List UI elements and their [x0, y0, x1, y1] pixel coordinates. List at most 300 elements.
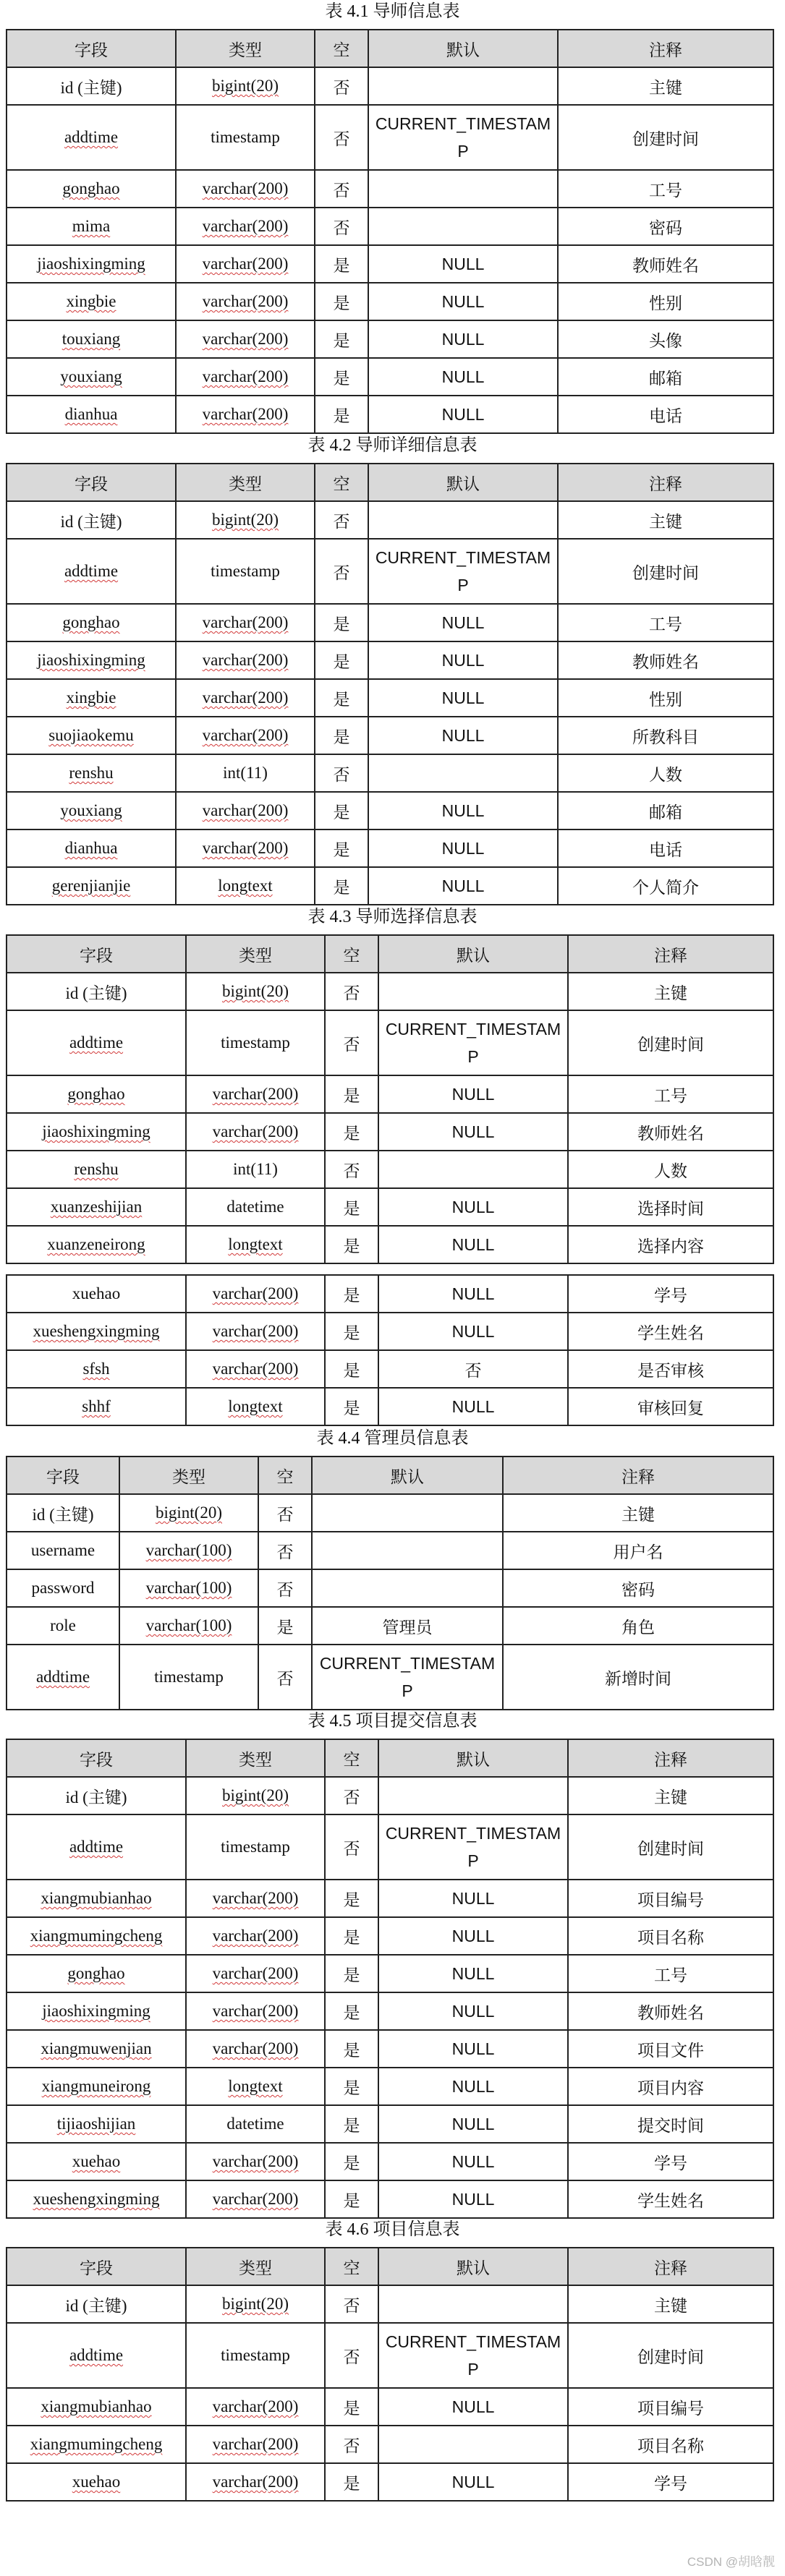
cell-null-text: 是 [343, 1286, 360, 1305]
header-null: 空 [315, 464, 368, 501]
cell-default-text: NULL [441, 801, 485, 820]
header-field: 字段 [7, 30, 176, 67]
cell-null [325, 1275, 378, 1313]
cell-field [7, 245, 176, 283]
table-row [7, 792, 773, 829]
cell-type [186, 1992, 325, 2030]
cell-null-text: 否 [276, 1669, 294, 1688]
cell-type [186, 2323, 325, 2388]
table-body [7, 1777, 773, 2218]
table-caption-4-3: 表 4.3 导师选择信息表 [307, 908, 478, 926]
cell-null [325, 2463, 378, 2501]
cell-comment-text: 教师姓名 [632, 256, 699, 275]
cell-default [378, 2143, 568, 2180]
cell-comment [568, 1113, 773, 1151]
cell-null [315, 717, 368, 754]
cell-field-text: sfsh [82, 1360, 110, 1378]
cell-type [176, 539, 315, 604]
table-row [7, 1880, 773, 1917]
cell-null [258, 1532, 312, 1569]
cell-field-text: id (主键) [60, 78, 122, 97]
cell-field [7, 679, 176, 717]
cell-type-text: timestamp [211, 128, 280, 146]
cell-field-text: gonghao [67, 1964, 125, 1982]
header-field: 字段 [7, 935, 186, 973]
table-row [7, 2030, 773, 2068]
cell-field [7, 1569, 119, 1607]
cell-null [315, 792, 368, 829]
cell-field-text: role [50, 1616, 76, 1634]
cell-comment [568, 2463, 773, 2501]
cell-comment [558, 396, 773, 433]
cell-comment [568, 2105, 773, 2143]
cell-field-text: xiangmuneirong [41, 2077, 151, 2095]
cell-null [315, 67, 368, 105]
cell-default [368, 320, 558, 358]
cell-default-text: 否 [464, 1360, 482, 1380]
cell-comment [503, 1569, 773, 1607]
cell-comment [568, 2143, 773, 2180]
cell-type [186, 2143, 325, 2180]
cell-type [186, 2463, 325, 2501]
cell-type-text: timestamp [154, 1668, 224, 1686]
table-body [7, 973, 773, 1263]
cell-null-text: 是 [333, 878, 350, 897]
cell-type [186, 1350, 325, 1388]
cell-comment [558, 358, 773, 396]
cell-null [315, 829, 368, 867]
cell-comment-text: 用户名 [613, 1543, 663, 1561]
cell-field [7, 1814, 186, 1880]
cell-default [378, 1777, 568, 1814]
cell-null [258, 1569, 312, 1607]
cell-comment [568, 1388, 773, 1425]
cell-comment-text: 教师姓名 [637, 2003, 704, 2022]
table-row [7, 501, 773, 539]
table-row [7, 1777, 773, 1814]
cell-field [7, 208, 176, 245]
header-row [7, 1457, 773, 1494]
cell-type [186, 2068, 325, 2105]
cell-comment-text: 学生姓名 [637, 1323, 704, 1342]
cell-field [7, 604, 176, 641]
tutor-selection-table-continued [6, 1274, 774, 1426]
header-comment: 注释 [503, 1457, 773, 1494]
header-null: 空 [325, 2248, 378, 2285]
cell-null [325, 1777, 378, 1814]
cell-comment-text: 项目名称 [637, 2436, 704, 2455]
cell-comment [558, 829, 773, 867]
cell-default [378, 973, 568, 1010]
cell-type [186, 1814, 325, 1880]
cell-field-text: xuehao [72, 2473, 121, 2491]
cell-null [315, 320, 368, 358]
cell-comment-text: 性别 [649, 294, 682, 312]
cell-null-text: 是 [343, 2116, 360, 2135]
cell-type-text: datetime [226, 2115, 284, 2133]
cell-null [315, 396, 368, 433]
cell-comment [558, 245, 773, 283]
cell-default [368, 717, 558, 754]
header-comment: 注释 [568, 1739, 773, 1777]
cell-type-text: varchar(200) [212, 2152, 299, 2170]
cell-comment-text: 人数 [649, 765, 682, 784]
cell-default [378, 2030, 568, 2068]
cell-default-text: NULL [451, 1284, 495, 1303]
header-default: 默认 [378, 1739, 568, 1777]
cell-default [378, 1350, 568, 1388]
cell-comment-text: 创建时间 [632, 563, 699, 582]
tutor-detail-table [6, 463, 774, 905]
cell-null-text: 否 [276, 1543, 294, 1561]
cell-field [7, 67, 176, 105]
cell-default-text: NULL [441, 876, 485, 895]
cell-null [315, 604, 368, 641]
header-type: 类型 [176, 464, 315, 501]
cell-field [7, 1607, 119, 1645]
cell-type [186, 2285, 325, 2323]
cell-type-text: varchar(200) [202, 726, 289, 744]
cell-type-text: datetime [226, 1198, 284, 1216]
cell-default [378, 1313, 568, 1350]
cell-field-text: xingbie [66, 292, 116, 310]
cell-default [378, 1151, 568, 1188]
header-field: 字段 [7, 464, 176, 501]
cell-null-text: 是 [343, 2399, 360, 2418]
cell-field [7, 1777, 186, 1814]
cell-comment-text: 工号 [649, 181, 682, 200]
cell-type-text: varchar(200) [212, 2002, 299, 2020]
cell-field-text: xuehao [72, 1284, 121, 1302]
table-row [7, 1188, 773, 1226]
table-row [7, 2285, 773, 2323]
table-row [7, 1532, 773, 1569]
cell-comment [558, 641, 773, 679]
cell-field-text: addtime [69, 1838, 124, 1856]
cell-type-text: varchar(200) [212, 2039, 299, 2057]
cell-default-text: NULL [451, 2472, 495, 2491]
cell-type-text: timestamp [221, 1033, 290, 1052]
cell-null-text: 是 [333, 803, 350, 822]
cell-null-text: 否 [333, 512, 350, 531]
cell-field [7, 1955, 186, 1992]
header-row [7, 1739, 773, 1777]
cell-type-text: varchar(200) [202, 217, 289, 235]
cell-field-text: jiaoshixingming [37, 651, 145, 669]
cell-field [7, 1151, 186, 1188]
cell-null-text: 是 [343, 2191, 360, 2210]
cell-field-text: jiaoshixingming [37, 255, 145, 273]
cell-null-text: 是 [343, 1928, 360, 1947]
table-row [7, 641, 773, 679]
header-field: 字段 [7, 2248, 186, 2285]
cell-type [176, 283, 315, 320]
header-row [7, 30, 773, 67]
cell-type-text: varchar(200) [202, 255, 289, 273]
table-row [7, 1113, 773, 1151]
cell-null-text: 否 [343, 2347, 360, 2366]
cell-field-text: addtime [64, 128, 119, 146]
cell-null-text: 否 [343, 1035, 360, 1054]
cell-field-text: addtime [64, 562, 119, 580]
cell-field [7, 867, 176, 905]
cell-null-text: 是 [343, 1966, 360, 1984]
cell-field [7, 2426, 186, 2463]
table-body [7, 1494, 773, 1710]
cell-field-text: mima [72, 217, 111, 235]
cell-type-text: bigint(20) [222, 982, 289, 1000]
cell-field [7, 1880, 186, 1917]
cell-null-text: 是 [333, 294, 350, 312]
cell-field [7, 717, 176, 754]
cell-type-text: varchar(200) [212, 2473, 299, 2491]
header-null: 空 [325, 1739, 378, 1777]
cell-default [312, 1569, 503, 1607]
cell-comment [568, 1151, 773, 1188]
cell-type-text: varchar(200) [202, 688, 289, 707]
cell-default-text: NULL [451, 2397, 495, 2416]
cell-comment-text: 密码 [649, 218, 682, 237]
cell-field-text: shhf [82, 1397, 111, 1415]
cell-default-text: NULL [441, 650, 485, 670]
cell-default [368, 501, 558, 539]
cell-default-text: NULL [451, 1321, 495, 1341]
table-row [7, 539, 773, 604]
cell-type [176, 829, 315, 867]
cell-type-text: varchar(200) [212, 1322, 299, 1340]
table-row [7, 396, 773, 433]
cell-field [7, 2105, 186, 2143]
cell-default [312, 1494, 503, 1532]
cell-type [186, 1880, 325, 1917]
cell-field-text: xiangmuwenjian [41, 2039, 152, 2057]
cell-type [176, 170, 315, 208]
cell-type-text: varchar(200) [212, 2190, 299, 2208]
cell-type [119, 1569, 258, 1607]
header-comment: 注释 [568, 2248, 773, 2285]
cell-type-text: int(11) [233, 1160, 278, 1178]
cell-type [186, 1313, 325, 1350]
cell-default-text: NULL [441, 725, 485, 745]
cell-default [368, 358, 558, 396]
cell-null [315, 283, 368, 320]
project-info-table [6, 2247, 774, 2502]
cell-field [7, 973, 186, 1010]
table-row [7, 2426, 773, 2463]
cell-type [119, 1494, 258, 1532]
cell-type [176, 792, 315, 829]
cell-type [186, 2105, 325, 2143]
table-row [7, 679, 773, 717]
cell-field [7, 320, 176, 358]
cell-type [119, 1607, 258, 1645]
cell-default [312, 1532, 503, 1569]
cell-null-text: 是 [343, 1323, 360, 1342]
tutor-selection-table [6, 934, 774, 1264]
cell-type-text: bigint(20) [212, 77, 279, 95]
cell-field-text: dianhua [64, 405, 118, 423]
cell-field [7, 2068, 186, 2105]
header-row [7, 2248, 773, 2285]
cell-null [325, 1010, 378, 1075]
cell-null [325, 1075, 378, 1113]
cell-default-text: NULL [451, 2151, 495, 2171]
cell-type [186, 1388, 325, 1425]
cell-comment-text: 新增时间 [605, 1669, 671, 1688]
cell-field [7, 1188, 186, 1226]
cell-default [378, 2180, 568, 2218]
table-body [7, 67, 773, 433]
cell-type [186, 1275, 325, 1313]
cell-field [7, 1275, 186, 1313]
table-caption-4-2: 表 4.2 导师详细信息表 [307, 436, 478, 455]
cell-null-text: 是 [333, 256, 350, 275]
cell-type [176, 679, 315, 717]
cell-field-text: gonghao [67, 1085, 125, 1103]
cell-default-text: NULL [441, 291, 485, 311]
cell-type-text: varchar(200) [212, 1927, 299, 1945]
cell-null [315, 208, 368, 245]
table-row [7, 2143, 773, 2180]
header-type: 类型 [186, 2248, 325, 2285]
cell-comment-text: 创建时间 [637, 1035, 704, 1054]
cell-null-text: 是 [343, 2078, 360, 2097]
cell-default [378, 1388, 568, 1425]
cell-null [325, 973, 378, 1010]
cell-default-text: NULL [451, 2114, 495, 2133]
cell-type-text: varchar(200) [202, 405, 289, 423]
cell-comment [568, 2180, 773, 2218]
cell-null [258, 1607, 312, 1645]
cell-null-text: 是 [343, 2474, 360, 2493]
cell-field-text: id (主键) [65, 1788, 127, 1807]
cell-comment-text: 选择时间 [637, 1199, 704, 1218]
table-row [7, 170, 773, 208]
cell-comment [558, 208, 773, 245]
csdn-watermark: CSDN @胡晗靓 [687, 2555, 775, 2569]
cell-default [368, 105, 558, 170]
cell-field-text: id (主键) [32, 1505, 94, 1524]
cell-comment [558, 679, 773, 717]
cell-null-text: 否 [343, 1788, 360, 1807]
header-row [7, 935, 773, 973]
cell-comment [558, 105, 773, 170]
header-null: 空 [315, 30, 368, 67]
cell-null-text: 否 [343, 2436, 360, 2455]
cell-field [7, 170, 176, 208]
header-default: 默认 [378, 935, 568, 973]
cell-comment [558, 170, 773, 208]
header-row [7, 1739, 773, 1777]
cell-null [315, 501, 368, 539]
cell-comment-text: 工号 [654, 1086, 687, 1105]
project-submission-table [6, 1739, 774, 2219]
cell-field-text: youxiang [60, 801, 122, 819]
cell-comment [558, 604, 773, 641]
cell-null-text: 是 [333, 840, 350, 859]
cell-type [186, 1151, 325, 1188]
table-row [7, 2068, 773, 2105]
cell-type-text: varchar(200) [202, 330, 289, 348]
cell-field [7, 283, 176, 320]
cell-null-text: 是 [276, 1618, 294, 1637]
cell-field-text: addtime [69, 1033, 124, 1052]
cell-field [7, 2388, 186, 2426]
cell-field [7, 2143, 186, 2180]
header-type: 类型 [176, 30, 315, 67]
cell-default [368, 396, 558, 433]
cell-type [186, 1777, 325, 1814]
cell-type [186, 2426, 325, 2463]
cell-null-text: 否 [333, 218, 350, 237]
cell-comment-text: 教师姓名 [637, 1124, 704, 1143]
cell-comment [568, 1880, 773, 1917]
cell-default-text: NULL [451, 1888, 495, 1908]
header-default: 默认 [368, 464, 558, 501]
cell-type-text: bigint(20) [156, 1504, 222, 1522]
cell-default [368, 539, 558, 604]
cell-null [315, 170, 368, 208]
cell-type-text: varchar(100) [145, 1579, 232, 1597]
cell-field [7, 1494, 119, 1532]
cell-type-text: longtext [218, 877, 273, 895]
cell-type [119, 1645, 258, 1710]
header-row [7, 935, 773, 973]
table-row [7, 1814, 773, 1880]
cell-field-text: xiangmumingcheng [30, 2435, 163, 2453]
cell-comment-text: 是否审核 [637, 1361, 704, 1380]
cell-type-text: longtext [228, 1235, 283, 1253]
cell-type [186, 973, 325, 1010]
cell-type [186, 1955, 325, 1992]
cell-comment [503, 1532, 773, 1569]
cell-default-text: NULL [451, 1963, 495, 1983]
cell-default [312, 1645, 503, 1710]
cell-field-text: id (主键) [65, 984, 127, 1002]
cell-comment-text: 工号 [649, 615, 682, 634]
cell-field-text: xingbie [66, 688, 116, 707]
cell-comment [558, 501, 773, 539]
cell-type [186, 1188, 325, 1226]
header-null: 空 [258, 1457, 312, 1494]
cell-comment [568, 1777, 773, 1814]
header-type: 类型 [186, 935, 325, 973]
cell-type-text: longtext [228, 2077, 283, 2095]
cell-null-text: 是 [343, 1124, 360, 1143]
cell-comment [568, 1917, 773, 1955]
cell-type [186, 1226, 325, 1263]
cell-default [378, 2323, 568, 2388]
cell-field-text: tijiaoshijian [56, 2115, 136, 2133]
cell-default-text: NULL [451, 1084, 495, 1104]
header-comment: 注释 [558, 30, 773, 67]
cell-comment-text: 角色 [621, 1618, 655, 1637]
cell-field [7, 1532, 119, 1569]
cell-field [7, 754, 176, 792]
table-row [7, 829, 773, 867]
cell-field-text: gonghao [62, 613, 120, 631]
cell-default-text: NULL [451, 1396, 495, 1416]
table-row [7, 1151, 773, 1188]
cell-type-text: varchar(200) [212, 1964, 299, 1982]
cell-default [378, 2463, 568, 2501]
cell-field [7, 829, 176, 867]
table-row [7, 2463, 773, 2501]
cell-default [378, 1992, 568, 2030]
cell-type-text: varchar(200) [202, 613, 289, 631]
cell-default [378, 1010, 568, 1075]
table-row [7, 1645, 773, 1710]
